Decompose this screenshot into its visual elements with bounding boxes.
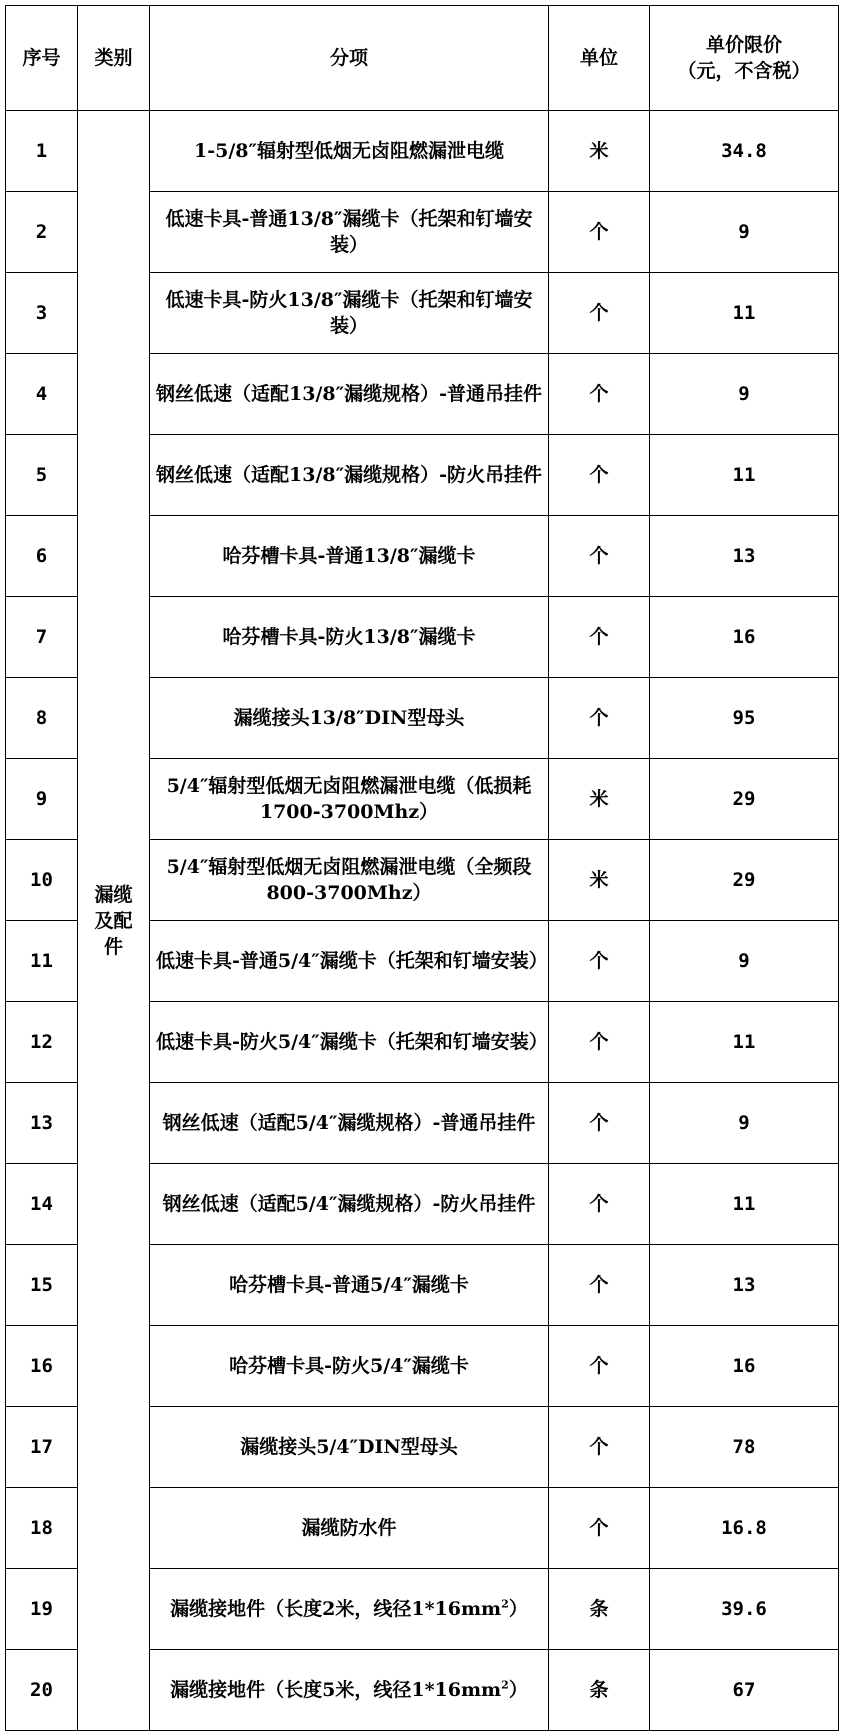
item-cell (150, 1488, 549, 1569)
price-cell: 9 (650, 1083, 839, 1164)
price-cell: 13 (650, 1245, 839, 1326)
unit-cell: 个 (549, 354, 650, 435)
item-cell (150, 192, 549, 273)
item-superscript: 2 (501, 1678, 509, 1692)
item-text: 钢丝低速（适配5/4″漏缆规格）-防火吊挂件 (162, 1193, 536, 1215)
category-cell (78, 111, 150, 1731)
row-number: 20 (6, 1650, 78, 1731)
price-cell: 11 (650, 435, 839, 516)
unit-cell: 个 (549, 1083, 650, 1164)
price-cell: 11 (650, 1002, 839, 1083)
unit-cell: 个 (549, 435, 650, 516)
row-number: 15 (6, 1245, 78, 1326)
row-number: 6 (6, 516, 78, 597)
category-label-line: 漏缆 (94, 883, 133, 906)
item-superscript: 2 (501, 1597, 509, 1611)
item-text: 漏缆接地件（长度2米，线径1*16mm (170, 1598, 502, 1620)
unit-cell: 个 (549, 597, 650, 678)
price-cell: 16.8 (650, 1488, 839, 1569)
row-number: 19 (6, 1569, 78, 1650)
item-text: 低速卡具-普通5/4″漏缆卡（托架和钉墙安装） (156, 950, 548, 972)
row-number: 3 (6, 273, 78, 354)
unit-cell: 个 (549, 1002, 650, 1083)
row-number: 11 (6, 921, 78, 1002)
price-cell: 9 (650, 192, 839, 273)
item-cell (150, 1083, 549, 1164)
item-cell (150, 1407, 549, 1488)
row-number: 18 (6, 1488, 78, 1569)
unit-cell: 条 (549, 1569, 650, 1650)
row-number: 1 (6, 111, 78, 192)
header-no: 序号 (6, 6, 78, 111)
unit-cell: 个 (549, 1164, 650, 1245)
price-cell: 16 (650, 1326, 839, 1407)
item-text: 低速卡具-防火13/8″漏缆卡（托架和钉墙安装） (165, 289, 533, 337)
table-row (6, 111, 839, 192)
item-cell (150, 111, 549, 192)
unit-cell: 个 (549, 516, 650, 597)
price-cell: 95 (650, 678, 839, 759)
unit-cell: 米 (549, 759, 650, 840)
item-cell (150, 840, 549, 921)
item-text-tail: ） (508, 1598, 528, 1620)
item-cell (150, 678, 549, 759)
unit-cell: 个 (549, 1326, 650, 1407)
item-cell (150, 516, 549, 597)
item-text: 哈芬槽卡具-普通13/8″漏缆卡 (222, 545, 476, 567)
table-body (6, 111, 839, 1731)
unit-cell: 个 (549, 921, 650, 1002)
item-text: 钢丝低速（适配5/4″漏缆规格）-普通吊挂件 (162, 1112, 536, 1134)
row-number: 17 (6, 1407, 78, 1488)
item-text: 低速卡具-普通13/8″漏缆卡（托架和钉墙安装） (165, 208, 533, 256)
item-cell (150, 1245, 549, 1326)
item-text: 钢丝低速（适配13/8″漏缆规格）-防火吊挂件 (156, 464, 542, 486)
header-unit: 单位 (549, 6, 650, 111)
item-text: 漏缆防水件 (301, 1517, 397, 1539)
item-cell (150, 1650, 549, 1731)
header-price-line1: 单价限价 (705, 34, 782, 56)
row-number: 12 (6, 1002, 78, 1083)
header-category: 类别 (78, 6, 150, 111)
table-header-row (6, 6, 839, 111)
price-cell: 9 (650, 921, 839, 1002)
item-text: 漏缆接头5/4″DIN型母头 (240, 1436, 458, 1458)
item-cell (150, 597, 549, 678)
row-number: 5 (6, 435, 78, 516)
row-number: 2 (6, 192, 78, 273)
item-text: 漏缆接头13/8″DIN型母头 (233, 707, 465, 729)
unit-cell: 米 (549, 840, 650, 921)
price-cell: 11 (650, 273, 839, 354)
price-cell: 11 (650, 1164, 839, 1245)
item-text: 漏缆接地件（长度5米，线径1*16mm (170, 1679, 502, 1701)
row-number: 8 (6, 678, 78, 759)
price-cell: 78 (650, 1407, 839, 1488)
item-text: 哈芬槽卡具-防火5/4″漏缆卡 (229, 1355, 469, 1377)
unit-cell: 个 (549, 678, 650, 759)
row-number: 10 (6, 840, 78, 921)
unit-cell: 个 (549, 273, 650, 354)
item-cell (150, 273, 549, 354)
header-item: 分项 (150, 6, 549, 111)
item-cell (150, 1164, 549, 1245)
item-cell (150, 759, 549, 840)
unit-cell: 个 (549, 192, 650, 273)
item-text: 哈芬槽卡具-普通5/4″漏缆卡 (229, 1274, 469, 1296)
item-text: 哈芬槽卡具-防火13/8″漏缆卡 (222, 626, 476, 648)
price-cell: 9 (650, 354, 839, 435)
price-cell: 13 (650, 516, 839, 597)
price-limit-table (5, 5, 839, 1731)
price-cell: 39.6 (650, 1569, 839, 1650)
row-number: 4 (6, 354, 78, 435)
row-number: 16 (6, 1326, 78, 1407)
price-cell: 29 (650, 840, 839, 921)
unit-cell: 个 (549, 1245, 650, 1326)
item-cell (150, 1326, 549, 1407)
item-text: 低速卡具-防火5/4″漏缆卡（托架和钉墙安装） (156, 1031, 548, 1053)
unit-cell: 米 (549, 111, 650, 192)
category-label-line: 件 (103, 935, 123, 958)
item-cell (150, 921, 549, 1002)
header-price-line2: （元，不含税） (677, 60, 811, 82)
item-cell (150, 435, 549, 516)
unit-cell: 条 (549, 1650, 650, 1731)
row-number: 7 (6, 597, 78, 678)
price-cell: 29 (650, 759, 839, 840)
row-number: 9 (6, 759, 78, 840)
unit-cell: 个 (549, 1407, 650, 1488)
price-cell: 67 (650, 1650, 839, 1731)
item-text: 5/4″辐射型低烟无卤阻燃漏泄电缆（全频段800-3700Mhz） (166, 856, 532, 904)
item-text: 1-5/8″辐射型低烟无卤阻燃漏泄电缆 (194, 140, 504, 162)
item-text: 5/4″辐射型低烟无卤阻燃漏泄电缆（低损耗1700-3700Mhz） (166, 775, 532, 823)
item-text: 钢丝低速（适配13/8″漏缆规格）-普通吊挂件 (156, 383, 542, 405)
header-price (650, 6, 839, 111)
item-text-tail: ） (508, 1679, 528, 1701)
row-number: 14 (6, 1164, 78, 1245)
category-label-line: 及配 (94, 909, 133, 932)
price-cell: 16 (650, 597, 839, 678)
item-cell (150, 354, 549, 435)
price-cell: 34.8 (650, 111, 839, 192)
row-number: 13 (6, 1083, 78, 1164)
unit-cell: 个 (549, 1488, 650, 1569)
item-cell (150, 1569, 549, 1650)
item-cell (150, 1002, 549, 1083)
